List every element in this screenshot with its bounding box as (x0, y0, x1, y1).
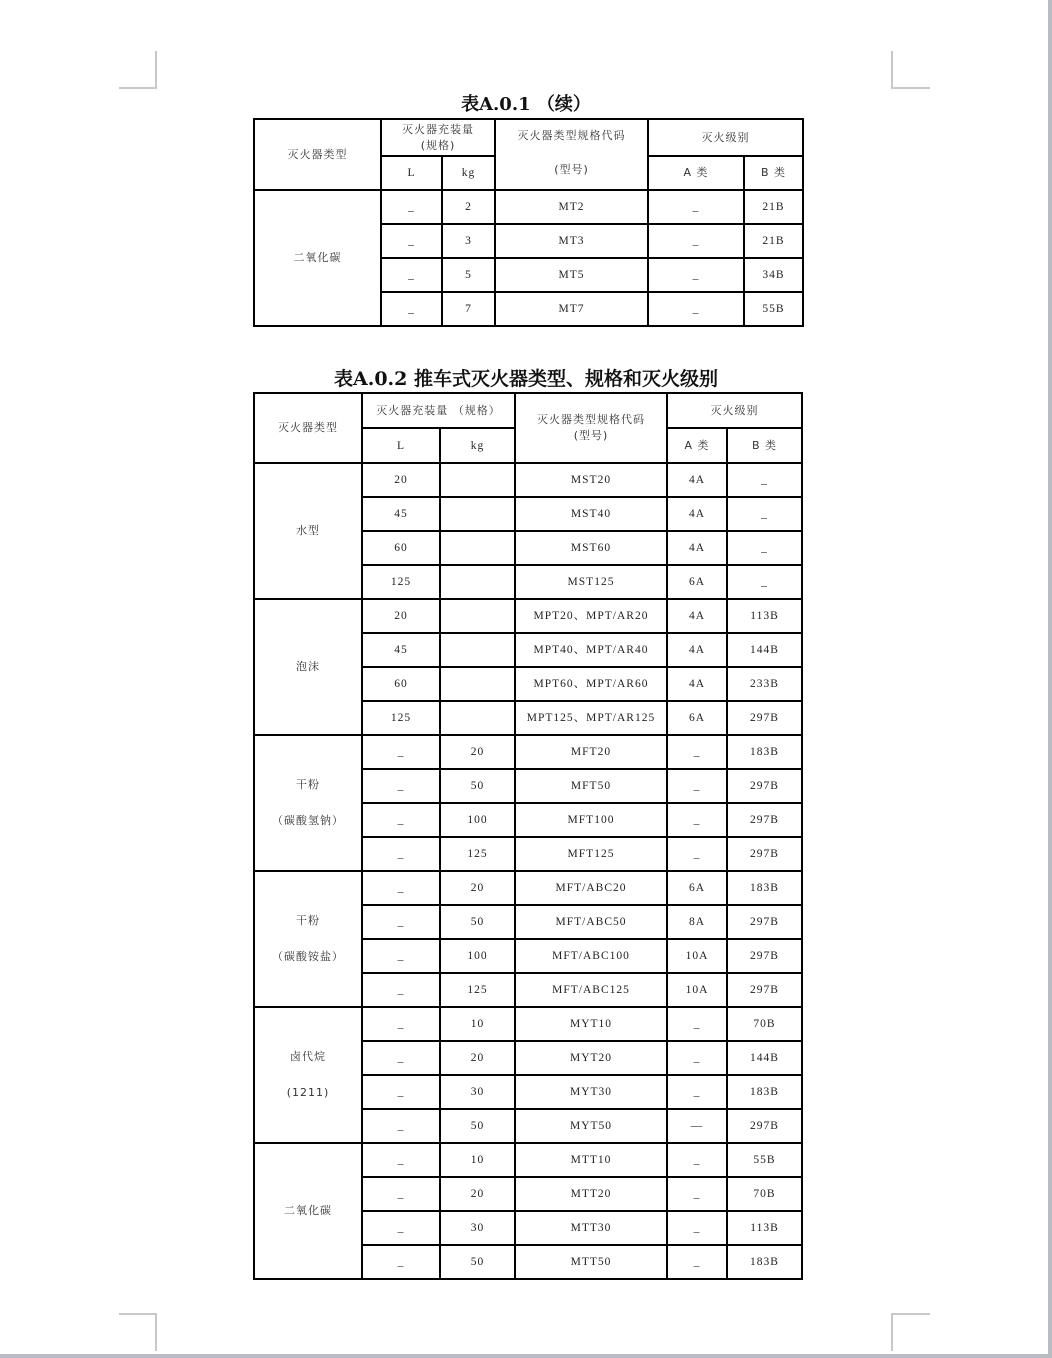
cell-kg (440, 667, 515, 701)
cell-code: MST40 (515, 497, 667, 531)
cell-b: 183B (727, 871, 802, 905)
table-row (254, 735, 802, 769)
cell-kg: 20 (440, 735, 515, 769)
table1-header-capacity (381, 119, 495, 156)
cell-b: 297B (727, 973, 802, 1007)
table2 (253, 392, 803, 1280)
crop-mark-top-right-h (891, 87, 930, 89)
table-row (254, 1143, 802, 1177)
cell-b: _ (727, 463, 802, 497)
cell-b: _ (727, 497, 802, 531)
crop-mark-bottom-left-h (119, 1313, 157, 1315)
cell-b: 297B (727, 769, 802, 803)
table1-header-code-label: 灭火器类型规格代码 (517, 129, 626, 142)
cell-l: 45 (362, 633, 440, 667)
cell-kg (440, 565, 515, 599)
cell-kg: 3 (442, 224, 495, 258)
cell-kg: 50 (440, 905, 515, 939)
cell-a: 4A (667, 599, 727, 633)
cell-kg (440, 497, 515, 531)
cell-kg: 125 (440, 973, 515, 1007)
cell-code: MFT50 (515, 769, 667, 803)
cell-kg: 50 (440, 1245, 515, 1279)
table1-title: 表A.0.1 （续） (461, 94, 591, 115)
cell-code: MPT60、MPT/AR60 (515, 667, 667, 701)
cell-kg: 10 (440, 1143, 515, 1177)
cell-code: MFT125 (515, 837, 667, 871)
cell-b: 297B (727, 803, 802, 837)
table-row (254, 599, 802, 633)
crop-mark-bottom-left-v (155, 1313, 157, 1351)
cell-b: 113B (727, 599, 802, 633)
table2-header-L: L (362, 428, 440, 463)
extinguisher-type-label: （碳酸氢钠） (272, 814, 344, 827)
cell-code: MFT20 (515, 735, 667, 769)
cell-kg: 50 (440, 1109, 515, 1143)
cell-b: 21B (744, 224, 803, 258)
cell-b: 183B (727, 1075, 802, 1109)
cell-b: 233B (727, 667, 802, 701)
cell-b: _ (727, 565, 802, 599)
table-row (254, 463, 802, 497)
cell-l: _ (362, 973, 440, 1007)
extinguisher-type-label: 二氧化碳 (293, 251, 342, 264)
table2-header-rating: 灭火级别 (667, 393, 802, 428)
extinguisher-type-cell (254, 599, 362, 735)
cell-l: 60 (362, 667, 440, 701)
cell-a: _ (667, 1075, 727, 1109)
cell-l: _ (381, 292, 442, 326)
cell-kg: 30 (440, 1075, 515, 1109)
cell-l: _ (362, 1177, 440, 1211)
table2-header-code-sub: (型号) (573, 429, 609, 442)
cell-l: 20 (362, 599, 440, 633)
cell-a: _ (667, 837, 727, 871)
cell-code: MYT30 (515, 1075, 667, 1109)
cell-l: _ (362, 1143, 440, 1177)
cell-l: _ (362, 735, 440, 769)
cell-a: 4A (667, 497, 727, 531)
table-row (254, 871, 802, 905)
cell-a: 4A (667, 463, 727, 497)
cell-kg: 5 (442, 258, 495, 292)
cell-l: _ (362, 1211, 440, 1245)
cell-b: 21B (744, 190, 803, 224)
cell-b: 297B (727, 1109, 802, 1143)
cell-a: 6A (667, 565, 727, 599)
cell-code: MFT/ABC20 (515, 871, 667, 905)
cell-l: _ (362, 1109, 440, 1143)
cell-a: 4A (667, 531, 727, 565)
extinguisher-type-label: 干粉 (296, 778, 320, 791)
cell-l: _ (362, 939, 440, 973)
cell-b: 183B (727, 735, 802, 769)
cell-a: 6A (667, 871, 727, 905)
cell-code: MPT125、MPT/AR125 (515, 701, 667, 735)
cell-l: _ (381, 190, 442, 224)
cell-l: 125 (362, 565, 440, 599)
table1-header-L: L (381, 156, 442, 190)
cell-kg (440, 633, 515, 667)
cell-code: MPT40、MPT/AR40 (515, 633, 667, 667)
extinguisher-type-cell (254, 735, 362, 871)
cell-l: _ (362, 769, 440, 803)
table1-header-rating: 灭火级别 (648, 119, 803, 156)
cell-a: — (667, 1109, 727, 1143)
table2-header-code-label: 灭火器类型规格代码 (537, 413, 645, 426)
cell-b: 297B (727, 701, 802, 735)
extinguisher-type-label: 二氧化碳 (284, 1204, 332, 1217)
cell-l: _ (362, 1245, 440, 1279)
table1-header-code-sub: (型号) (554, 163, 589, 176)
cell-code: MST60 (515, 531, 667, 565)
table2-header-B: B 类 (727, 428, 802, 463)
extinguisher-type-cell (254, 190, 381, 326)
extinguisher-type-label: 泡沫 (296, 660, 320, 673)
crop-mark-bottom-right-v (891, 1313, 893, 1351)
extinguisher-type-cell (254, 463, 362, 599)
cell-code: MYT50 (515, 1109, 667, 1143)
cell-a: _ (648, 292, 744, 326)
extinguisher-type-label: 水型 (296, 524, 320, 537)
crop-mark-top-right-v (891, 51, 893, 89)
table1 (253, 118, 804, 327)
cell-b: 70B (727, 1007, 802, 1041)
cell-code: MT2 (495, 190, 648, 224)
extinguisher-type-label: 卤代烷 (290, 1050, 326, 1063)
cell-code: MTT30 (515, 1211, 667, 1245)
cell-l: _ (362, 1041, 440, 1075)
table-row (254, 1007, 802, 1041)
page-border-right (1048, 0, 1052, 1358)
cell-b: 55B (727, 1143, 802, 1177)
crop-mark-bottom-right-h (891, 1313, 930, 1315)
cell-l: 45 (362, 497, 440, 531)
cell-kg: 30 (440, 1211, 515, 1245)
cell-code: MFT100 (515, 803, 667, 837)
table2-header-type: 灭火器类型 (254, 393, 362, 463)
table2-header-kg: kg (440, 428, 515, 463)
cell-kg: 10 (440, 1007, 515, 1041)
cell-code: MT7 (495, 292, 648, 326)
table1-header-capacity-sub: (规格) (420, 138, 456, 152)
cell-a: _ (667, 1245, 727, 1279)
cell-l: 125 (362, 701, 440, 735)
cell-code: MYT20 (515, 1041, 667, 1075)
extinguisher-type-cell (254, 871, 362, 1007)
table1-header-type: 灭火器类型 (254, 119, 381, 190)
cell-code: MTT20 (515, 1177, 667, 1211)
table2-header-code (515, 393, 667, 463)
cell-a: _ (648, 258, 744, 292)
cell-a: _ (667, 803, 727, 837)
cell-code: MFT/ABC100 (515, 939, 667, 973)
cell-a: _ (648, 224, 744, 258)
cell-l: _ (362, 837, 440, 871)
cell-kg: 50 (440, 769, 515, 803)
cell-l: 60 (362, 531, 440, 565)
cell-b: _ (727, 531, 802, 565)
cell-l: _ (362, 905, 440, 939)
extinguisher-type-label: （碳酸铵盐） (272, 950, 344, 963)
cell-b: 55B (744, 292, 803, 326)
cell-code: MST20 (515, 463, 667, 497)
table2-header-capacity: 灭火器充装量 （规格） (362, 393, 515, 428)
cell-kg: 7 (442, 292, 495, 326)
cell-code: MFT/ABC125 (515, 973, 667, 1007)
cell-a: _ (667, 735, 727, 769)
cell-a: 10A (667, 939, 727, 973)
table2-title: 表A.0.2 推车式灭火器类型、规格和灭火级别 (333, 368, 719, 390)
cell-l: 20 (362, 463, 440, 497)
cell-b: 144B (727, 633, 802, 667)
page-border-bottom (0, 1354, 1052, 1358)
cell-kg (440, 599, 515, 633)
crop-mark-top-left-h (119, 87, 157, 89)
table-row (254, 190, 803, 224)
cell-code: MFT/ABC50 (515, 905, 667, 939)
extinguisher-type-cell (254, 1143, 362, 1279)
cell-b: 34B (744, 258, 803, 292)
cell-kg: 20 (440, 1041, 515, 1075)
cell-l: _ (362, 1075, 440, 1109)
cell-l: _ (381, 224, 442, 258)
cell-a: _ (667, 1041, 727, 1075)
table1-header-kg: kg (442, 156, 495, 190)
cell-l: _ (362, 803, 440, 837)
cell-kg: 20 (440, 1177, 515, 1211)
extinguisher-type-label: 干粉 (296, 914, 320, 927)
cell-b: 297B (727, 837, 802, 871)
table1-header-A: A 类 (648, 156, 744, 190)
cell-b: 144B (727, 1041, 802, 1075)
crop-mark-top-left-v (155, 51, 157, 89)
cell-b: 113B (727, 1211, 802, 1245)
cell-a: 10A (667, 973, 727, 1007)
extinguisher-type-label: (1211) (286, 1086, 330, 1099)
cell-a: 4A (667, 633, 727, 667)
cell-code: MTT10 (515, 1143, 667, 1177)
cell-kg: 20 (440, 871, 515, 905)
cell-a: _ (648, 190, 744, 224)
cell-code: MYT10 (515, 1007, 667, 1041)
cell-code: MT5 (495, 258, 648, 292)
cell-a: 8A (667, 905, 727, 939)
cell-a: 4A (667, 667, 727, 701)
table2-header-A: A 类 (667, 428, 727, 463)
table1-header-B: B 类 (744, 156, 803, 190)
cell-code: MPT20、MPT/AR20 (515, 599, 667, 633)
cell-kg: 125 (440, 837, 515, 871)
cell-l: _ (381, 258, 442, 292)
cell-code: MT3 (495, 224, 648, 258)
cell-kg: 2 (442, 190, 495, 224)
cell-l: _ (362, 871, 440, 905)
cell-kg (440, 463, 515, 497)
cell-kg: 100 (440, 803, 515, 837)
cell-b: 70B (727, 1177, 802, 1211)
cell-kg (440, 701, 515, 735)
cell-b: 183B (727, 1245, 802, 1279)
cell-a: 6A (667, 701, 727, 735)
cell-a: _ (667, 1143, 727, 1177)
extinguisher-type-cell (254, 1007, 362, 1143)
table1-header-code (495, 119, 648, 190)
cell-a: _ (667, 769, 727, 803)
table1-header-capacity-label: 灭火器充装量 (402, 122, 474, 136)
cell-code: MST125 (515, 565, 667, 599)
cell-a: _ (667, 1177, 727, 1211)
cell-a: _ (667, 1211, 727, 1245)
cell-code: MTT50 (515, 1245, 667, 1279)
cell-l: _ (362, 1007, 440, 1041)
cell-a: _ (667, 1007, 727, 1041)
cell-b: 297B (727, 939, 802, 973)
cell-kg: 100 (440, 939, 515, 973)
cell-b: 297B (727, 905, 802, 939)
cell-kg (440, 531, 515, 565)
